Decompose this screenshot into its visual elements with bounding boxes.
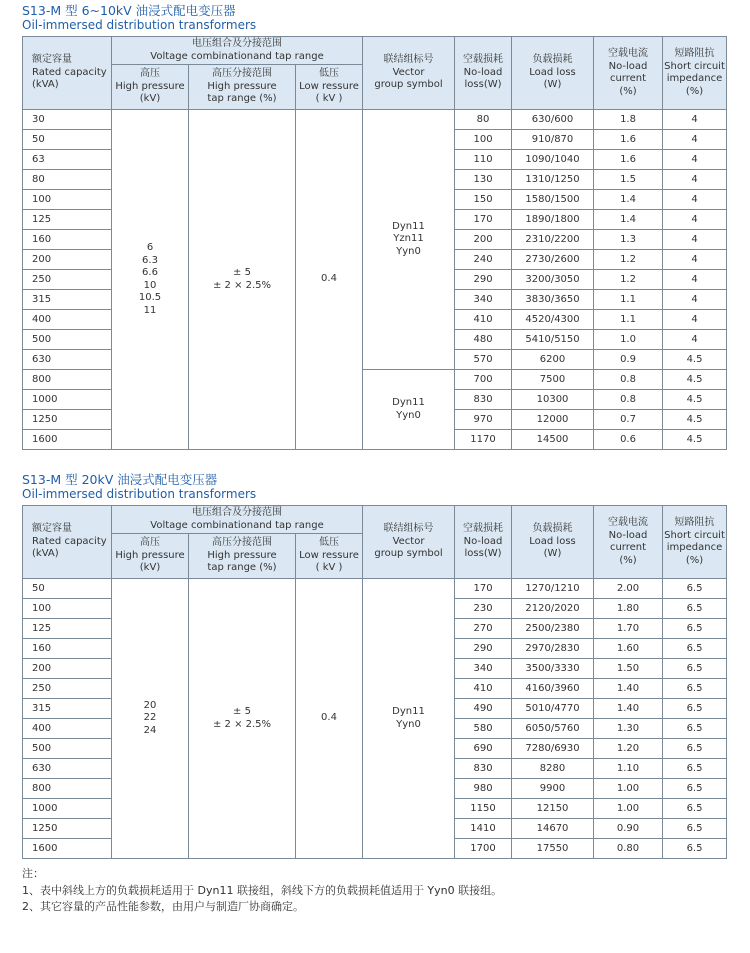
- noload-current-cell: 1.40: [594, 679, 663, 699]
- header-line: current: [609, 542, 647, 553]
- noload-loss-cell: 980: [455, 779, 512, 799]
- noload-loss-cell: 130: [455, 170, 512, 190]
- noload-current-cell: 1.2: [594, 250, 663, 270]
- load-loss-cell: 1310/1250: [512, 170, 594, 190]
- capacity-cell: 200: [23, 659, 112, 679]
- capacity-cell: 30: [23, 110, 112, 130]
- noload-current-cell: 1.00: [594, 779, 663, 799]
- load-loss-cell: 5010/4770: [512, 699, 594, 719]
- impedance-cell: 6.5: [663, 759, 727, 779]
- noload-loss-cell: 290: [455, 270, 512, 290]
- load-loss-cell: 10300: [512, 390, 594, 410]
- header-line: Rated capacity: [32, 535, 107, 547]
- header-line: 短路阻抗: [674, 48, 715, 59]
- capacity-cell: 200: [23, 250, 112, 270]
- impedance-cell: 4: [663, 310, 727, 330]
- vector-group-cell: [363, 110, 455, 370]
- capacity-cell: 1250: [23, 410, 112, 430]
- noload-current-cell: 1.50: [594, 659, 663, 679]
- header-line: 额定容量: [32, 54, 72, 66]
- noload-loss-cell: 170: [455, 210, 512, 230]
- header-line: (kVA): [32, 548, 59, 560]
- impedance-cell: 6.5: [663, 719, 727, 739]
- noload-loss-cell: 80: [455, 110, 512, 130]
- load-loss-cell: 3500/3330: [512, 659, 594, 679]
- impedance-cell: 6.5: [663, 659, 727, 679]
- cell-line: ± 2 × 2.5%: [212, 718, 272, 730]
- impedance-cell: 6.5: [663, 739, 727, 759]
- noload-current-cell: 1.0: [594, 330, 663, 350]
- header-line: Low ressure: [299, 80, 359, 92]
- header-line: 负载损耗: [532, 54, 573, 66]
- cell-line: Dyn11: [392, 220, 425, 232]
- header-line: High pressure: [207, 549, 277, 561]
- section-10kv: [22, 3, 726, 450]
- noload-loss-cell: 230: [455, 599, 512, 619]
- impedance-cell: 6.5: [663, 639, 727, 659]
- table2: [22, 505, 727, 859]
- noload-loss-cell: 1170: [455, 430, 512, 450]
- header-line: 电压组合及分接范围: [192, 38, 282, 49]
- noload-current-cell: 1.4: [594, 190, 663, 210]
- load-loss-cell: 2500/2380: [512, 619, 594, 639]
- header-line: No-load: [608, 60, 648, 72]
- noload-loss-cell: 100: [455, 130, 512, 150]
- capacity-cell: 315: [23, 290, 112, 310]
- low-voltage-header: [296, 534, 363, 579]
- load-loss-cell: 2310/2200: [512, 230, 594, 250]
- header-line: 空载电流: [608, 517, 649, 528]
- header-line: (kVA): [32, 79, 59, 91]
- header-line: 高压: [140, 68, 160, 80]
- low-voltage-cell: 0.4: [296, 110, 363, 450]
- noload-loss-cell: 410: [455, 679, 512, 699]
- impedance-cell: 4: [663, 210, 727, 230]
- noload-current-cell: 1.5: [594, 170, 663, 190]
- load-loss-cell: 4520/4300: [512, 310, 594, 330]
- noload-loss-cell: 700: [455, 370, 512, 390]
- table-row: [23, 579, 727, 599]
- header-line: 空载电流: [608, 48, 649, 59]
- capacity-cell: 160: [23, 230, 112, 250]
- notes: [22, 866, 502, 916]
- cell-line: 11: [143, 304, 157, 316]
- capacity-cell: 500: [23, 330, 112, 350]
- noload-current-cell: 0.8: [594, 390, 663, 410]
- load-loss-cell: 1580/1500: [512, 190, 594, 210]
- load-loss-cell: 6050/5760: [512, 719, 594, 739]
- impedance-cell: 4: [663, 170, 727, 190]
- load-loss-cell: 6200: [512, 350, 594, 370]
- table1-title-en: Oil-immersed distribution transformers: [22, 18, 257, 32]
- impedance-cell: 4: [663, 270, 727, 290]
- noload-loss-cell: 340: [455, 290, 512, 310]
- capacity-cell: 250: [23, 270, 112, 290]
- header-line: High pressure: [207, 80, 277, 92]
- capacity-cell: 80: [23, 170, 112, 190]
- impedance-cell: 4: [663, 330, 727, 350]
- impedance-cell: 6.5: [663, 799, 727, 819]
- table2-title-en: Oil-immersed distribution transformers: [22, 487, 257, 501]
- impedance-cell: 4.5: [663, 390, 727, 410]
- noload-loss-cell: 830: [455, 390, 512, 410]
- header-line: 高压分接范围: [212, 68, 272, 80]
- cell-line: 6.6: [142, 267, 158, 278]
- header-line: No-load: [463, 66, 503, 78]
- noload-current-cell: 0.7: [594, 410, 663, 430]
- header-line: 高压: [140, 537, 160, 549]
- voltage-group-header: [112, 506, 363, 534]
- cell-line: 22: [143, 712, 157, 724]
- noload-current-cell: 1.2: [594, 270, 663, 290]
- notes-label: 注：: [22, 867, 44, 880]
- noload-loss-header: [455, 37, 512, 110]
- load-loss-cell: 17550: [512, 839, 594, 859]
- capacity-cell: 50: [23, 130, 112, 150]
- noload-loss-cell: 240: [455, 250, 512, 270]
- noload-loss-cell: 490: [455, 699, 512, 719]
- header-line: (kV): [139, 562, 161, 574]
- load-loss-cell: 14500: [512, 430, 594, 450]
- header-line: Load loss: [529, 535, 576, 547]
- header-line: 负载损耗: [532, 523, 573, 535]
- header-line: loss(W): [464, 548, 502, 560]
- noload-loss-cell: 110: [455, 150, 512, 170]
- noload-current-cell: 1.1: [594, 290, 663, 310]
- capacity-cell: 630: [23, 759, 112, 779]
- header-line: impedance: [666, 73, 723, 84]
- cell-line: ± 2 × 2.5%: [212, 279, 272, 291]
- noload-current-cell: 1.6: [594, 150, 663, 170]
- table2-header: [23, 506, 727, 579]
- cell-line: 6.3: [142, 254, 158, 266]
- header-line: (%): [619, 85, 637, 97]
- impedance-header: [663, 506, 727, 579]
- load-loss-cell: 3830/3650: [512, 290, 594, 310]
- header-line: Load loss: [529, 66, 576, 78]
- capacity-cell: 400: [23, 310, 112, 330]
- load-loss-cell: 5410/5150: [512, 330, 594, 350]
- noload-current-cell: 0.80: [594, 839, 663, 859]
- high-voltage-header: [112, 65, 189, 110]
- noload-current-cell: 2.00: [594, 579, 663, 599]
- impedance-cell: 6.5: [663, 819, 727, 839]
- load-loss-header: [512, 506, 594, 579]
- load-loss-cell: 7500: [512, 370, 594, 390]
- header-line: tap range (%): [207, 562, 277, 574]
- capacity-cell: 100: [23, 190, 112, 210]
- header-line: 空载损耗: [463, 523, 504, 535]
- noload-current-cell: 1.70: [594, 619, 663, 639]
- noload-current-cell: 1.60: [594, 639, 663, 659]
- noload-current-cell: 1.80: [594, 599, 663, 619]
- table2-title-cn: S13-M 型 20kV 油浸式配电变压器: [22, 472, 218, 487]
- noload-loss-cell: 830: [455, 759, 512, 779]
- capacity-cell: 800: [23, 370, 112, 390]
- header-line: 高压分接范围: [212, 537, 272, 549]
- capacity-cell: 125: [23, 619, 112, 639]
- noload-loss-cell: 170: [455, 579, 512, 599]
- low-voltage-cell: 0.4: [296, 579, 363, 859]
- note-item: 1、表中斜线上方的负载损耗适用于 Dyn11 联接组，斜线下方的负载损耗值适用于 Yyn0 联接组。: [22, 883, 503, 897]
- noload-current-cell: 1.00: [594, 799, 663, 819]
- impedance-cell: 6.5: [663, 679, 727, 699]
- low-voltage-header: [296, 65, 363, 110]
- capacity-cell: 400: [23, 719, 112, 739]
- cell-line: 10.5: [138, 292, 162, 303]
- capacity-cell: 630: [23, 350, 112, 370]
- capacity-cell: 100: [23, 599, 112, 619]
- noload-current-header: [594, 37, 663, 110]
- capacity-cell: 160: [23, 639, 112, 659]
- noload-loss-cell: 580: [455, 719, 512, 739]
- noload-current-cell: 0.8: [594, 370, 663, 390]
- cell-line: Yyn0: [396, 245, 421, 257]
- capacity-cell: 1600: [23, 839, 112, 859]
- header-line: High pressure: [115, 80, 185, 92]
- table1-title-cn: S13-M 型 6~10kV 油浸式配电变压器: [22, 3, 236, 18]
- header-line: 短路阻抗: [674, 517, 715, 528]
- header-line: No-load: [608, 529, 648, 541]
- load-loss-cell: 2730/2600: [512, 250, 594, 270]
- header-line: 联结组标号: [383, 523, 434, 535]
- header-line: Rated capacity: [32, 66, 107, 78]
- load-loss-cell: 2120/2020: [512, 599, 594, 619]
- header-line: 空载损耗: [463, 54, 504, 66]
- load-loss-cell: 7280/6930: [512, 739, 594, 759]
- impedance-cell: 4: [663, 290, 727, 310]
- noload-current-cell: 1.20: [594, 739, 663, 759]
- header-line: High pressure: [115, 549, 185, 561]
- load-loss-header: [512, 37, 594, 110]
- header-line: Low ressure: [299, 549, 359, 561]
- noload-current-cell: 1.40: [594, 699, 663, 719]
- tap-range-cell: [189, 579, 296, 859]
- noload-current-cell: 0.6: [594, 430, 663, 450]
- header-line: loss(W): [464, 79, 502, 91]
- cell-line: 24: [143, 724, 157, 736]
- capacity-cell: 125: [23, 210, 112, 230]
- load-loss-cell: 4160/3960: [512, 679, 594, 699]
- noload-loss-cell: 1700: [455, 839, 512, 859]
- header-line: Voltage combinationand tap range: [150, 50, 324, 62]
- table1-header: [23, 37, 727, 110]
- load-loss-cell: 1270/1210: [512, 579, 594, 599]
- vector-group-cell: [363, 370, 455, 450]
- capacity-cell: 50: [23, 579, 112, 599]
- impedance-cell: 4: [663, 130, 727, 150]
- cell-line: Yzn11: [393, 233, 424, 245]
- table1-body: [23, 110, 727, 450]
- capacity-cell: 1000: [23, 799, 112, 819]
- noload-loss-cell: 340: [455, 659, 512, 679]
- impedance-cell: 4: [663, 250, 727, 270]
- noload-loss-cell: 200: [455, 230, 512, 250]
- cell-line: 6: [146, 242, 154, 253]
- noload-loss-cell: 410: [455, 310, 512, 330]
- noload-loss-cell: 270: [455, 619, 512, 639]
- load-loss-cell: 9900: [512, 779, 594, 799]
- header-line: 电压组合及分接范围: [192, 507, 282, 518]
- header-line: 低压: [319, 537, 339, 549]
- capacity-cell: 500: [23, 739, 112, 759]
- voltage-group-header: [112, 37, 363, 65]
- noload-current-cell: 1.30: [594, 719, 663, 739]
- header-line: impedance: [666, 542, 723, 553]
- header-line: Short circuit: [664, 529, 725, 541]
- noload-current-cell: 0.9: [594, 350, 663, 370]
- high-voltage-cell: [112, 110, 189, 450]
- impedance-cell: 4.5: [663, 410, 727, 430]
- noload-loss-cell: 970: [455, 410, 512, 430]
- header-line: ( kV ): [315, 93, 343, 105]
- noload-loss-cell: 690: [455, 739, 512, 759]
- noload-current-cell: 1.8: [594, 110, 663, 130]
- noload-current-cell: 0.90: [594, 819, 663, 839]
- impedance-cell: 6.5: [663, 699, 727, 719]
- high-voltage-cell: [112, 579, 189, 859]
- capacity-cell: 63: [23, 150, 112, 170]
- impedance-header: [663, 37, 727, 110]
- capacity-cell: 250: [23, 679, 112, 699]
- vector-header: [363, 506, 455, 579]
- cell-line: Yyn0: [396, 409, 421, 421]
- header-line: Voltage combinationand tap range: [150, 519, 324, 531]
- table1: [22, 36, 727, 450]
- header-line: (%): [685, 554, 704, 566]
- header-line: (W): [543, 548, 562, 560]
- header-line: 低压: [319, 68, 339, 80]
- impedance-cell: 4.5: [663, 370, 727, 390]
- impedance-cell: 6.5: [663, 579, 727, 599]
- load-loss-cell: 14670: [512, 819, 594, 839]
- impedance-cell: 4.5: [663, 430, 727, 450]
- noload-current-cell: 1.3: [594, 230, 663, 250]
- high-voltage-header: [112, 534, 189, 579]
- load-loss-cell: 910/870: [512, 130, 594, 150]
- load-loss-cell: 8280: [512, 759, 594, 779]
- noload-loss-cell: 570: [455, 350, 512, 370]
- impedance-cell: 4: [663, 150, 727, 170]
- vector-header: [363, 37, 455, 110]
- header-line: group symbol: [374, 548, 443, 560]
- header-line: Vector: [392, 66, 425, 78]
- load-loss-cell: 3200/3050: [512, 270, 594, 290]
- header-line: (kV): [139, 93, 161, 105]
- section-20kv: [22, 472, 726, 859]
- vector-group-cell: [363, 579, 455, 859]
- cell-line: 10: [143, 279, 157, 291]
- header-line: Short circuit: [664, 60, 725, 72]
- capacity-cell: 1250: [23, 819, 112, 839]
- capacity-header: [23, 37, 112, 110]
- header-line: (%): [685, 85, 704, 97]
- table-row: [23, 110, 727, 130]
- cell-line: Dyn11: [392, 706, 425, 717]
- impedance-cell: 4.5: [663, 350, 727, 370]
- impedance-cell: 4: [663, 230, 727, 250]
- impedance-cell: 6.5: [663, 599, 727, 619]
- header-line: group symbol: [374, 79, 443, 91]
- load-loss-cell: 1890/1800: [512, 210, 594, 230]
- tap-range-cell: [189, 110, 296, 450]
- capacity-header: [23, 506, 112, 579]
- noload-loss-cell: 1150: [455, 799, 512, 819]
- noload-current-cell: 1.1: [594, 310, 663, 330]
- load-loss-cell: 2970/2830: [512, 639, 594, 659]
- noload-loss-header: [455, 506, 512, 579]
- noload-loss-cell: 480: [455, 330, 512, 350]
- capacity-cell: 1000: [23, 390, 112, 410]
- header-line: Vector: [392, 535, 425, 547]
- tap-range-header: [189, 534, 296, 579]
- impedance-cell: 4: [663, 110, 727, 130]
- header-line: tap range (%): [207, 93, 277, 105]
- note-item: 2、其它容量的产品性能参数，由用户与制造厂协商确定。: [22, 900, 304, 913]
- impedance-cell: 6.5: [663, 779, 727, 799]
- noload-current-cell: 1.10: [594, 759, 663, 779]
- capacity-cell: 315: [23, 699, 112, 719]
- header-line: current: [609, 73, 647, 84]
- impedance-cell: 6.5: [663, 839, 727, 859]
- tap-range-header: [189, 65, 296, 110]
- header-line: 额定容量: [32, 523, 72, 535]
- impedance-cell: 6.5: [663, 619, 727, 639]
- header-line: ( kV ): [315, 562, 343, 574]
- cell-line: 20: [143, 699, 157, 711]
- load-loss-cell: 630/600: [512, 110, 594, 130]
- cell-line: Yyn0: [396, 718, 421, 730]
- capacity-cell: 1600: [23, 430, 112, 450]
- noload-loss-cell: 1410: [455, 819, 512, 839]
- noload-current-cell: 1.4: [594, 210, 663, 230]
- noload-loss-cell: 290: [455, 639, 512, 659]
- impedance-cell: 4: [663, 190, 727, 210]
- load-loss-cell: 12000: [512, 410, 594, 430]
- noload-current-header: [594, 506, 663, 579]
- table2-body: [23, 579, 727, 859]
- header-line: (W): [543, 79, 562, 91]
- noload-loss-cell: 150: [455, 190, 512, 210]
- load-loss-cell: 12150: [512, 799, 594, 819]
- header-line: 联结组标号: [383, 54, 434, 66]
- cell-line: Dyn11: [392, 397, 425, 408]
- header-line: (%): [619, 554, 637, 566]
- header-line: No-load: [463, 535, 503, 547]
- load-loss-cell: 1090/1040: [512, 150, 594, 170]
- capacity-cell: 800: [23, 779, 112, 799]
- cell-line: ± 5: [233, 706, 251, 717]
- noload-current-cell: 1.6: [594, 130, 663, 150]
- cell-line: ± 5: [233, 267, 251, 278]
